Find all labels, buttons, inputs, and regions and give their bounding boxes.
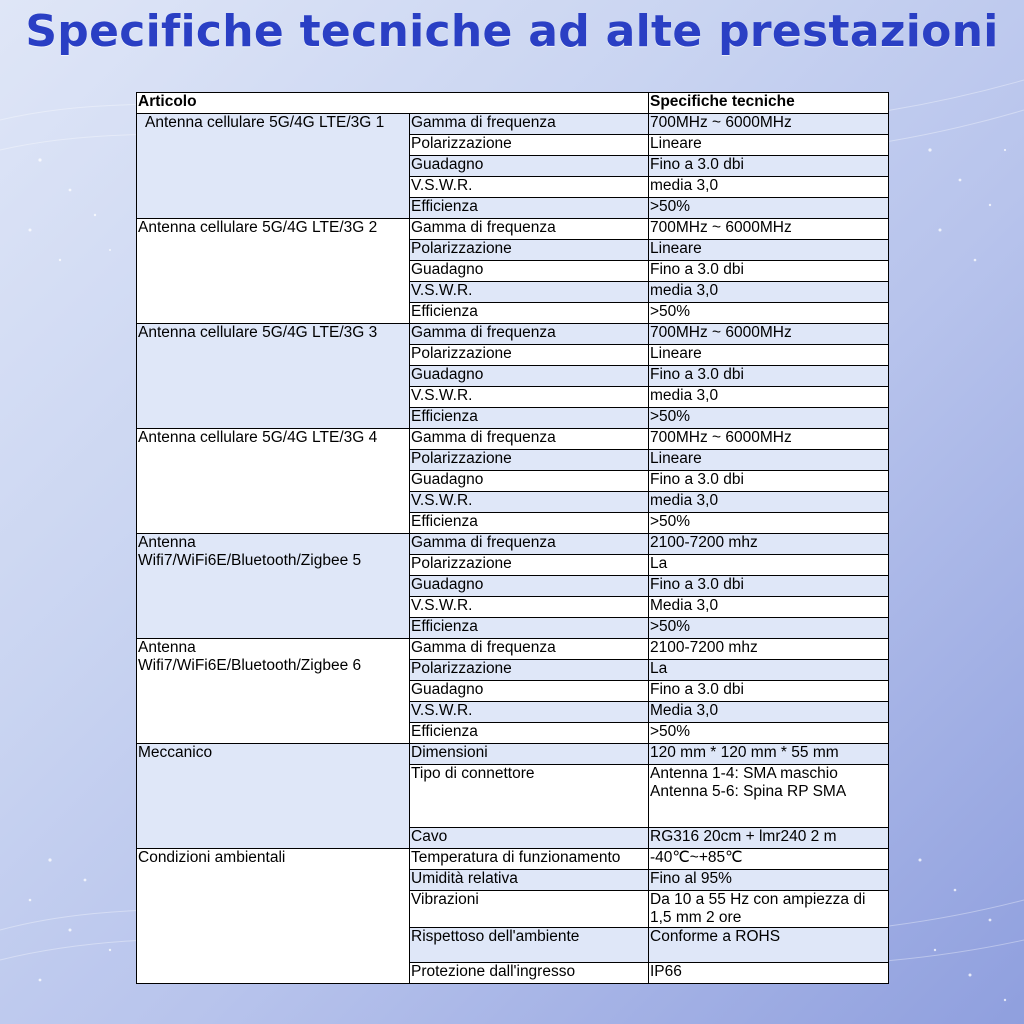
value-cell: media 3,0 xyxy=(649,387,889,408)
property-cell: Efficienza xyxy=(410,723,649,744)
value-cell: 700MHz ~ 6000MHz xyxy=(649,114,889,135)
property-cell: Guadagno xyxy=(410,471,649,492)
value-cell: >50% xyxy=(649,513,889,534)
value-cell: >50% xyxy=(649,198,889,219)
property-cell: Guadagno xyxy=(410,156,649,177)
property-cell: Cavo xyxy=(410,828,649,849)
value-cell: media 3,0 xyxy=(649,177,889,198)
item-name-cell: Antenna cellulare 5G/4G LTE/3G 4 xyxy=(137,429,410,534)
spec-table xyxy=(136,92,889,984)
value-cell: Lineare xyxy=(649,345,889,366)
value-cell: La xyxy=(649,660,889,681)
value-cell: Lineare xyxy=(649,135,889,156)
property-cell: Tipo di connettore xyxy=(410,765,649,828)
value-cell: media 3,0 xyxy=(649,492,889,513)
property-cell: Guadagno xyxy=(410,576,649,597)
table-row xyxy=(137,324,889,345)
property-cell: Efficienza xyxy=(410,513,649,534)
property-cell: Gamma di frequenza xyxy=(410,429,649,450)
value-cell: 2100-7200 mhz xyxy=(649,639,889,660)
value-cell: 120 mm * 120 mm * 55 mm xyxy=(649,744,889,765)
item-name-cell: Condizioni ambientali xyxy=(137,849,410,984)
value-cell: Media 3,0 xyxy=(649,702,889,723)
property-cell: V.S.W.R. xyxy=(410,177,649,198)
value-cell: 700MHz ~ 6000MHz xyxy=(649,324,889,345)
property-cell: Temperatura di funzionamento xyxy=(410,849,649,870)
property-cell: Guadagno xyxy=(410,261,649,282)
table-header-row xyxy=(137,93,889,114)
property-cell: Efficienza xyxy=(410,618,649,639)
value-cell: Fino a 3.0 dbi xyxy=(649,576,889,597)
value-cell: RG316 20cm + lmr240 2 m xyxy=(649,828,889,849)
header-spec: Specifiche tecniche xyxy=(649,93,889,114)
property-cell: Efficienza xyxy=(410,198,649,219)
property-cell: Efficienza xyxy=(410,303,649,324)
property-cell: Gamma di frequenza xyxy=(410,639,649,660)
value-cell: >50% xyxy=(649,303,889,324)
table-row xyxy=(137,114,889,135)
property-cell: Polarizzazione xyxy=(410,555,649,576)
table-row xyxy=(137,849,889,870)
value-cell: Fino al 95% xyxy=(649,870,889,891)
value-cell: IP66 xyxy=(649,963,889,984)
value-cell: La xyxy=(649,555,889,576)
property-cell: Dimensioni xyxy=(410,744,649,765)
value-cell: 700MHz ~ 6000MHz xyxy=(649,219,889,240)
value-cell: Da 10 a 55 Hz con ampiezza di 1,5 mm 2 ore xyxy=(649,891,889,928)
property-cell: Gamma di frequenza xyxy=(410,534,649,555)
value-cell: Fino a 3.0 dbi xyxy=(649,366,889,387)
value-cell: -40℃~+85℃ xyxy=(649,849,889,870)
item-name-cell: Antenna cellulare 5G/4G LTE/3G 3 xyxy=(137,324,410,429)
property-cell: Guadagno xyxy=(410,681,649,702)
property-cell: Polarizzazione xyxy=(410,450,649,471)
value-cell: Fino a 3.0 dbi xyxy=(649,261,889,282)
property-cell: Rispettoso dell'ambiente xyxy=(410,928,649,963)
property-cell: Efficienza xyxy=(410,408,649,429)
value-cell: 700MHz ~ 6000MHz xyxy=(649,429,889,450)
value-cell: Antenna 1-4: SMA maschio Antenna 5-6: Spina RP SMA xyxy=(649,765,889,828)
value-cell: Media 3,0 xyxy=(649,597,889,618)
spec-table-body xyxy=(137,114,889,984)
table-row xyxy=(137,534,889,555)
property-cell: Polarizzazione xyxy=(410,660,649,681)
value-cell: Conforme a ROHS xyxy=(649,928,889,963)
page-title: Specifiche tecniche ad alte prestazioni xyxy=(25,6,999,57)
property-cell: V.S.W.R. xyxy=(410,597,649,618)
header-article: Articolo xyxy=(137,93,649,114)
property-cell: Gamma di frequenza xyxy=(410,219,649,240)
value-cell: 2100-7200 mhz xyxy=(649,534,889,555)
item-name-cell: Antenna cellulare 5G/4G LTE/3G 1 xyxy=(137,114,410,219)
property-cell: Gamma di frequenza xyxy=(410,114,649,135)
table-row xyxy=(137,429,889,450)
item-name-cell: Antenna cellulare 5G/4G LTE/3G 2 xyxy=(137,219,410,324)
value-cell: Fino a 3.0 dbi xyxy=(649,156,889,177)
item-name-cell: Antenna Wifi7/WiFi6E/Bluetooth/Zigbee 5 xyxy=(137,534,410,639)
value-cell: Fino a 3.0 dbi xyxy=(649,681,889,702)
property-cell: V.S.W.R. xyxy=(410,492,649,513)
property-cell: V.S.W.R. xyxy=(410,702,649,723)
value-cell: >50% xyxy=(649,408,889,429)
item-name-cell: Meccanico xyxy=(137,744,410,849)
property-cell: V.S.W.R. xyxy=(410,387,649,408)
property-cell: Umidità relativa xyxy=(410,870,649,891)
value-cell: >50% xyxy=(649,618,889,639)
table-row xyxy=(137,219,889,240)
value-cell: Fino a 3.0 dbi xyxy=(649,471,889,492)
property-cell: Guadagno xyxy=(410,366,649,387)
property-cell: Polarizzazione xyxy=(410,135,649,156)
table-row xyxy=(137,744,889,765)
property-cell: Polarizzazione xyxy=(410,240,649,261)
value-cell: >50% xyxy=(649,723,889,744)
property-cell: Polarizzazione xyxy=(410,345,649,366)
value-cell: media 3,0 xyxy=(649,282,889,303)
property-cell: Protezione dall'ingresso xyxy=(410,963,649,984)
property-cell: V.S.W.R. xyxy=(410,282,649,303)
property-cell: Gamma di frequenza xyxy=(410,324,649,345)
property-cell: Vibrazioni xyxy=(410,891,649,928)
value-cell: Lineare xyxy=(649,240,889,261)
table-row xyxy=(137,639,889,660)
value-cell: Lineare xyxy=(649,450,889,471)
item-name-cell: Antenna Wifi7/WiFi6E/Bluetooth/Zigbee 6 xyxy=(137,639,410,744)
